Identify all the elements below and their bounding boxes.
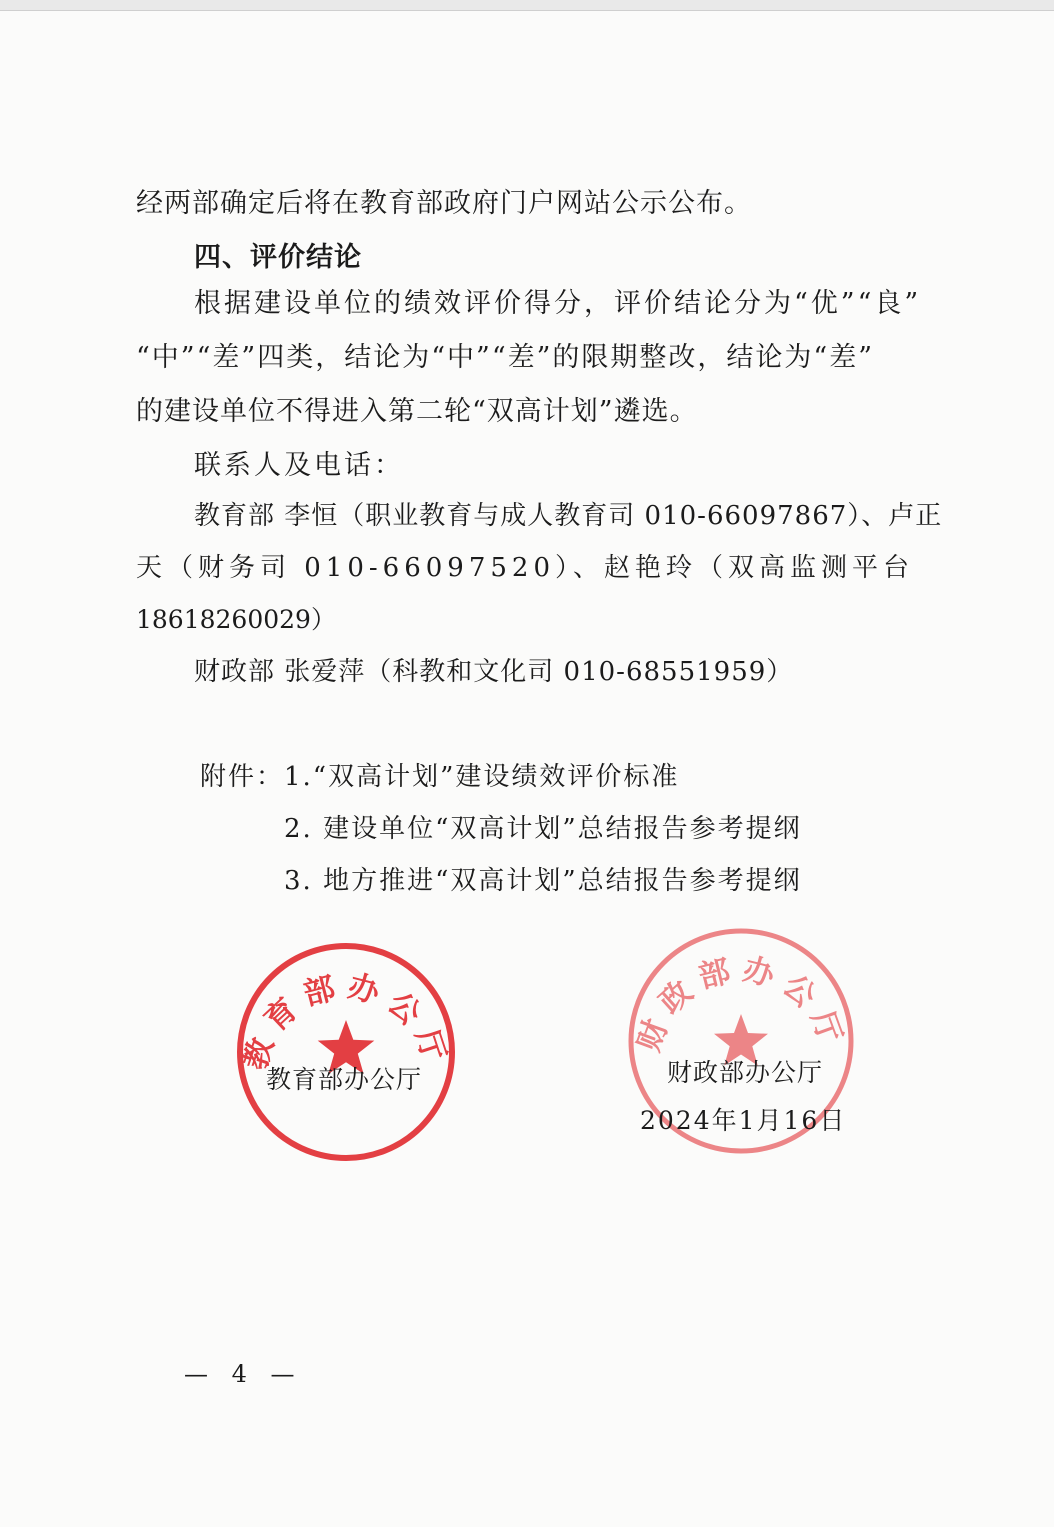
contact-mof: 财政部 张爱萍（科教和文化司 010-68551959） bbox=[194, 657, 794, 687]
contact-moe-line-2: 天（财务司 010-66097520）、赵艳玲（双高监测平台 bbox=[136, 553, 915, 583]
signing-date: 2024年1月16日 bbox=[640, 1106, 847, 1135]
body-line-1: 经两部确定后将在教育部政府门户网站公示公布。 bbox=[136, 188, 752, 219]
paragraph-line-3: 的建设单位不得进入第二轮“双高计划”遴选。 bbox=[136, 396, 698, 427]
moe-seal-text: 教育部办公厅 bbox=[237, 968, 455, 1075]
paragraph-line-2: “中”“差”四类，结论为“中”“差”的限期整改，结论为“差” bbox=[136, 342, 875, 373]
mof-seal-text: 财政部办公厅 bbox=[630, 951, 852, 1057]
section-heading: 四、评价结论 bbox=[194, 242, 362, 273]
top-scan-edge bbox=[0, 0, 1054, 11]
attachments-label: 附件： bbox=[200, 762, 285, 792]
page-number: — 4 — bbox=[184, 1360, 303, 1388]
attachment-item-3: 3. 地方推进“双高计划”总结报告参考提纲 bbox=[284, 866, 802, 896]
paragraph-line-1: 根据建设单位的绩效评价得分，评价结论分为“优”“良” bbox=[194, 288, 922, 319]
contact-moe-line-3: 18618260029） bbox=[136, 605, 336, 634]
moe-office-signature: 教育部办公厅 bbox=[266, 1065, 423, 1094]
contact-moe-line-1: 教育部 李恒（职业教育与成人教育司 010-66097867）、卢正 bbox=[194, 501, 943, 531]
mof-office-signature: 财政部办公厅 bbox=[667, 1058, 824, 1087]
attachment-item-2: 2. 建设单位“双高计划”总结报告参考提纲 bbox=[284, 814, 802, 844]
moe-seal bbox=[232, 938, 460, 1166]
contacts-label: 联系人及电话： bbox=[194, 450, 404, 481]
attachment-item-1: 1.“双高计划”建设绩效评价标准 bbox=[284, 762, 680, 792]
